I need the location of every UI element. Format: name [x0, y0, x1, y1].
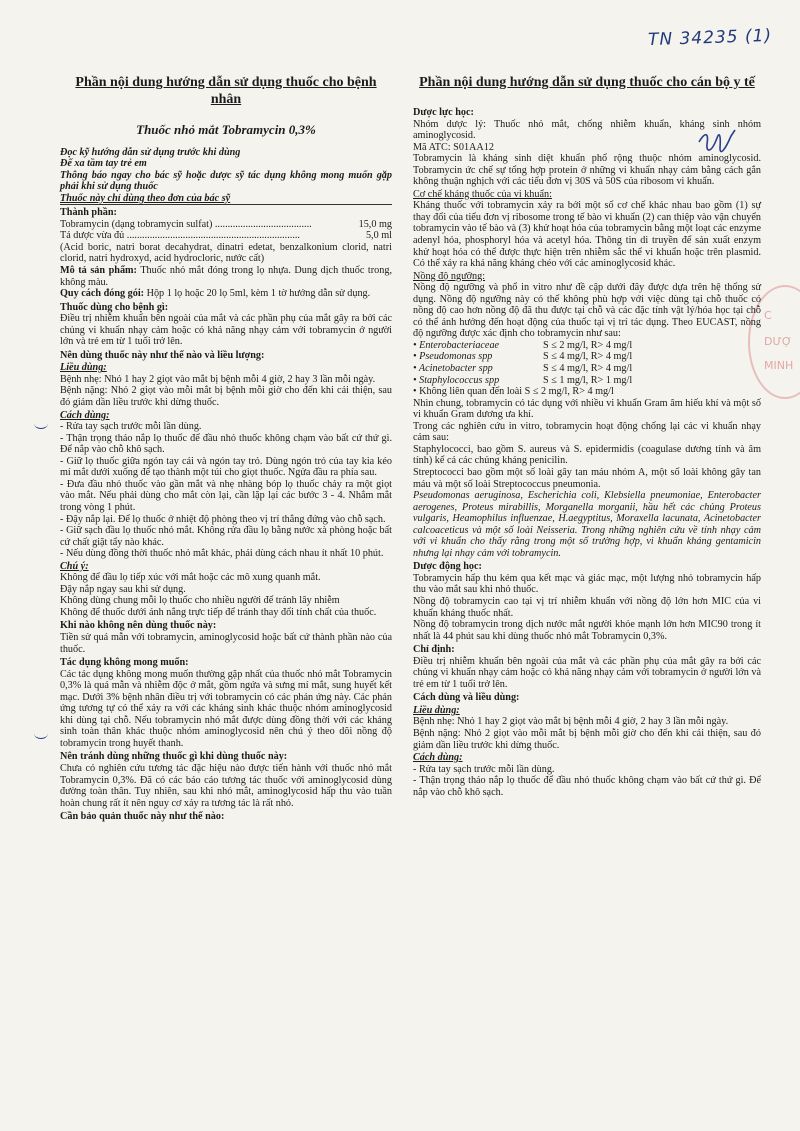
- method-step: - Đưa đầu nhỏ thuốc vào gần mắt và nhẹ nhàng bóp lọ thuốc chảy ra một giọt vào mắt. Nếu phải dùng cho mắt còn lại, cần lặp lại các bước 3 - 4. Nhắm mắt trong vòng 1 phút.: [60, 478, 392, 513]
- staphylococci: Staphylococci, bao gồm S. aureus và S. epidermidis (coagulase dương tính và âm tính) kể cả các chủng kháng penicilin.: [413, 443, 761, 467]
- dose-heading: Liều dùng:: [413, 704, 460, 716]
- method-step: - Rửa tay sạch trước mỗi lần dùng.: [60, 421, 202, 433]
- gram-negative-list: Pseudomonas aeruginosa, Escherichia coli, Klebsiella pneumoniae, Enterobacter aerogenes, Proteus mirabillis, Morganella morganii, hầu hết các chủng Proteus vulgaris, Heamophilus influenzae, H.aegyptitus, Moraxella lacunata, Acinetobacter calcoaceticus và một số loài Neisseria. Trong những nghiên cứu về tính nhạy cảm với vi khuẩn cho thấy rằng trong một số trường hợp, vi khuẩn kháng gentamicin nhưng lại nhạy cảm với tobramycin.: [413, 490, 761, 559]
- breakpoint-row: • Pseudomonas spp S ≤ 4 mg/l, R> 4 mg/l: [413, 351, 633, 363]
- dose-severe: Bệnh nặng: Nhỏ 2 giọt vào mỗi mắt bị bệnh mỗi giờ cho đến khi cải thiện, sau đó giảm dần liều trước khi dừng thuốc.: [413, 727, 761, 751]
- note-line: Không để thuốc dưới ánh nắng trực tiếp để tránh thay đổi tính chất của thuốc.: [60, 606, 377, 618]
- breakpoint-text: Nồng độ ngưỡng và phổ in vitro như đề cập dưới đây được dựa trên hệ thống sử dụng. Nồng độ ngưỡng này có thể không phù hợp với việc dùng tại chỗ thuốc có nồng độ cao hơn nồng độ đã thu được tại chỗ và các đặc tính vật lý/hóa học tại chỗ có thể ảnh hưởng đến hoạt động của thuốc tại vị trí tác dụng. Theo EUCAST, nồng độ ngưỡng được xác định cho tobramycin như sau:: [413, 282, 761, 340]
- note-line: Không để đầu lọ tiếp xúc với mắt hoặc các mô xung quanh mắt.: [60, 572, 321, 584]
- professional-column: [413, 74, 761, 798]
- warning-line: Thuốc này chỉ dùng theo đơn của bác sỹ: [60, 192, 231, 204]
- method-step: - Nếu dùng đồng thời thuốc nhỏ mắt khác, phải dùng cách nhau ít nhất 10 phút.: [60, 548, 384, 560]
- composition-row: Tobramycin (dạng tobramycin sulfat) ...................................... 15,0 mg: [60, 218, 392, 230]
- method-step: - Rửa tay sạch trước mỗi lần dùng.: [413, 763, 555, 775]
- side-effects-heading: Tác dụng không mong muốn:: [60, 657, 189, 669]
- interactions-text: Chưa có nghiên cứu tương tác đặc hiệu nào được tiến hành với thuốc nhỏ mắt Tobramycin 0,3%. Đã có các báo cáo tương tác thuốc với aminoglycosid dùng đường toàn thân. Tuy nhiên, sau khi nhỏ mắt, aminoglycosid hấp thu vào tuần hoàn chung rất ít nên nguy cơ xảy ra tương tác là rất nhỏ.: [60, 762, 392, 809]
- atc-code: Mã ATC: S01AA12: [413, 141, 494, 153]
- storage-heading: Cần bảo quản thuốc này như thế nào:: [60, 811, 225, 823]
- use-text: Điều trị nhiễm khuẩn bên ngoài của mắt và các phần phụ của mắt gây ra bởi các chủng vi khuẩn nhạy cảm hoặc có khả năng nhạy cảm với tobramycin ở người lớn và trẻ em từ 1 tuổi trở lên.: [60, 313, 392, 348]
- drug-name: Thuốc nhỏ mắt Tobramycin 0,3%: [136, 122, 316, 137]
- spectrum-summary: Nhìn chung, tobramycin có tác dụng với nhiều vi khuẩn Gram âm hiếu khí và một số vi khuẩn Gram dương ưa khí.: [413, 397, 761, 421]
- breakpoint-row: • Acinetobacter spp S ≤ 4 mg/l, R> 4 mg/l: [413, 363, 633, 375]
- interactions-heading: Nên tránh dùng những thuốc gì khi dùng thuốc này:: [60, 751, 288, 763]
- contra-heading: Khi nào không nên dùng thuốc này:: [60, 620, 217, 632]
- method-step: - Đậy nắp lại. Để lọ thuốc ở nhiệt độ phòng theo vị trí thẳng đứng vào chỗ sạch.: [60, 513, 386, 525]
- red-seal-stamp: C DƯỢ MINH: [748, 285, 800, 399]
- method-heading: Cách dùng:: [60, 409, 110, 421]
- note-heading: Chú ý:: [60, 560, 89, 572]
- note-line: Không dùng chung mỗi lọ thuốc cho nhiều người để tránh lây nhiễm: [60, 595, 340, 607]
- packaging: Quy cách đóng gói: Hộp 1 lọ hoặc 20 lọ 5ml, kèm 1 tờ hướng dẫn sử dụng.: [60, 288, 371, 300]
- side-effects-text: Các tác dụng không mong muốn thường gặp nhất của thuốc nhỏ mắt Tobramycin 0,3% là quá mẫn và nhiễm độc ở mắt, gồm ngứa và sưng mí mắt, sung huyết kết mạc. Dưới 3% bệnh nhân điều trị với tobramycin có các phản ứng này. Các phản ứng tương tự có thể xảy ra với các kháng sinh khác thuộc nhóm aminoglycosid khi dùng tại chỗ. Nếu tobramycin nhỏ mắt được dùng đồng thời với các kháng sinh toàn thân khác thuộc nhóm aminoglycosid nên chú ý theo dõi nồng độ tobramycin trong huyết thanh.: [60, 668, 392, 749]
- use-heading: Thuốc dùng cho bệnh gì:: [60, 301, 169, 313]
- in-vitro-intro: Trong các nghiên cứu in vitro, tobramycin hoạt động chống lại các vi khuẩn nhạy cảm sau:: [413, 420, 761, 444]
- breakpoint-other: • Không liên quan đến loài S ≤ 2 mg/l, R> 4 mg/l: [413, 386, 614, 398]
- warning-line: Đọc kỹ hướng dẫn sử dụng trước khi dùng: [60, 146, 241, 158]
- margin-mark: [34, 418, 48, 429]
- registration-code: TN 34235 (1): [647, 25, 773, 51]
- method-step: - Giữ sạch đầu lọ thuốc nhỏ mắt. Không rửa đầu lọ bằng nước xà phòng hoặc bất cứ chất giặt tẩy nào khác.: [60, 525, 392, 548]
- patient-column: [60, 74, 392, 823]
- composition-heading: Thành phần:: [60, 207, 117, 219]
- note-line: Đậy nắp ngay sau khi sử dụng.: [60, 583, 186, 595]
- dose-mild: Bệnh nhẹ: Nhỏ 1 hay 2 giọt vào mắt bị bệnh mỗi 4 giờ, 2 hay 3 lần mỗi ngày.: [413, 716, 729, 728]
- margin-mark: [34, 728, 48, 739]
- pk-text: Nồng độ tobramycin cao tại vị trí nhiễm khuẩn với nồng độ lớn hơn MIC của vi khuẩn kháng thuốc nhất.: [413, 595, 761, 619]
- indication-heading: Chỉ định:: [413, 644, 455, 656]
- method-heading: Cách dùng:: [413, 752, 463, 764]
- excipients: (Acid boric, natri borat decahydrat, dinatri edetat, benzalkonium clorid, natri clorid, natri hydroxyd, acid hydrocloric, nước cất): [60, 241, 392, 265]
- how-heading: Nên dùng thuốc này như thế nào và liều lượng:: [60, 349, 265, 361]
- streptococci: Streptococci bao gồm một số loài gây tan máu nhóm A, một số loài không gây tan máu và một số loài Streptococcus pneumonia.: [413, 466, 761, 490]
- contra-text: Tiền sử quá mẫn với tobramycin, aminoglycosid hoặc bất cứ thành phần nào của thuốc.: [60, 631, 392, 655]
- method-step: - Thận trọng tháo nắp lọ thuốc để đầu nhỏ thuốc không chạm vào bất cứ thứ gì. Để nắp vào chỗ khô sạch.: [60, 432, 392, 456]
- dose-mild: Bệnh nhẹ: Nhỏ 1 hay 2 giọt vào mắt bị bệnh mỗi 4 giờ, 2 hay 3 lần mỗi ngày.: [60, 373, 376, 385]
- description: Mô tả sản phẩm: Thuốc nhỏ mắt đóng trong lọ nhựa. Dung dịch thuốc trong, không màu.: [60, 265, 392, 288]
- dose-heading: Liều dùng:: [60, 362, 107, 374]
- warning-block: [60, 147, 392, 206]
- indication-text: Điều trị nhiễm khuẩn bên ngoài của mắt và các phần phụ của mắt gây ra bởi các chủng vi khuẩn nhạy cảm hoặc có khả năng nhạy cảm với tobramycin ở người lớn và trẻ em từ 1 tuổi trở lên.: [413, 655, 761, 690]
- composition-row: Tá dược vừa đủ .................................................................... 5,0 ml: [60, 230, 392, 242]
- method-step: - Thận trọng tháo nắp lọ thuốc để đầu nhỏ thuốc không chạm vào bất cứ thứ gì. Để nắp vào chỗ khô sạch.: [413, 775, 761, 798]
- method-step: - Giữ lọ thuốc giữa ngón tay cái và ngón tay trỏ. Dùng ngón trỏ của tay kia kéo mí mắt dưới xuống để tạo thành một túi cho giọt thuốc. Ngửa đầu ra phía sau.: [60, 455, 392, 479]
- dosage-main-heading: Cách dùng và liều dùng:: [413, 692, 520, 704]
- breakpoint-row: • Staphylococcus spp S ≤ 1 mg/l, R> 1 mg/l: [413, 374, 633, 386]
- resistance-text: Kháng thuốc với tobramycin xảy ra bởi một số cơ chế khác nhau bao gồm (1) sự thay đổi của tiểu đơn vị ribosome trong tế bào vi khuẩn (2) can thiệp vào vận chuyển tobramycin vào tế bào và (3) khử hoạt hóa của tobramycin bằng một loạt các enzyme adenyl hóa, phosphoryl hóa và acetyl hóa. Thông tin di truyền để sản xuất enzym khử hoạt hóa có thể được thực hiện trên nhiễm sắc thể vi khuẩn hoặc trên plasmid. Có thể xảy ra khả năng kháng chéo với các aminoglycosid khác.: [413, 200, 761, 270]
- breakpoint-row: • Enterobacteriaceae S ≤ 2 mg/l, R> 4 mg/l: [413, 339, 633, 351]
- left-heading: Phần nội dung hướng dẫn sử dụng thuốc cho bệnh nhân: [75, 75, 377, 107]
- pharmacokinetics-heading: Dược động học:: [413, 561, 482, 573]
- right-heading: Phần nội dung hướng dẫn sử dụng thuốc cho cán bộ y tế: [419, 75, 755, 90]
- warning-line: Để xa tầm tay trẻ em: [60, 158, 147, 170]
- pharmacodynamics-heading: Dược lực học:: [413, 107, 474, 118]
- resistance-heading: Cơ chế kháng thuốc của vi khuẩn:: [413, 188, 552, 200]
- pk-text: Nồng độ tobramycin trong dịch nước mắt người khỏe mạnh lớn hơn MIC90 trong ít nhất là 44 phút sau khi dùng thuốc nhỏ mắt Tobramycin 0,3%.: [413, 619, 761, 642]
- pk-text: Tobramycin hấp thu kém qua kết mạc và giác mạc, một lượng nhỏ tobramycin hấp thu vào mắt sau khi nhỏ thuốc.: [413, 572, 761, 596]
- mechanism: Tobramycin là kháng sinh diệt khuẩn phổ rộng thuộc nhóm aminoglycosid. Tobramycin ức chế sự tổng hợp protein ở những vi khuẩn nhạy cảm bằng cách gắn không thuận nghịch với các tiểu đơn vị 30S và 50S của ribosom vi khuẩn.: [413, 153, 761, 188]
- breakpoint-heading: Nồng độ ngưỡng:: [413, 270, 486, 282]
- drug-group: Nhóm dược lý: Thuốc nhỏ mắt, chống nhiễm khuẩn, kháng sinh nhóm aminoglycosid.: [413, 118, 761, 142]
- dose-severe: Bệnh nặng: Nhỏ 2 giọt vào mỗi mắt bị bệnh mỗi giờ cho đến khi cải thiện, sau đó giảm dần liều trước khi dừng thuốc.: [60, 385, 392, 409]
- warning-line: Thông báo ngay cho bác sỹ hoặc dược sỹ tác dụng không mong muốn gặp phải khi sử dụng thuốc: [60, 169, 392, 193]
